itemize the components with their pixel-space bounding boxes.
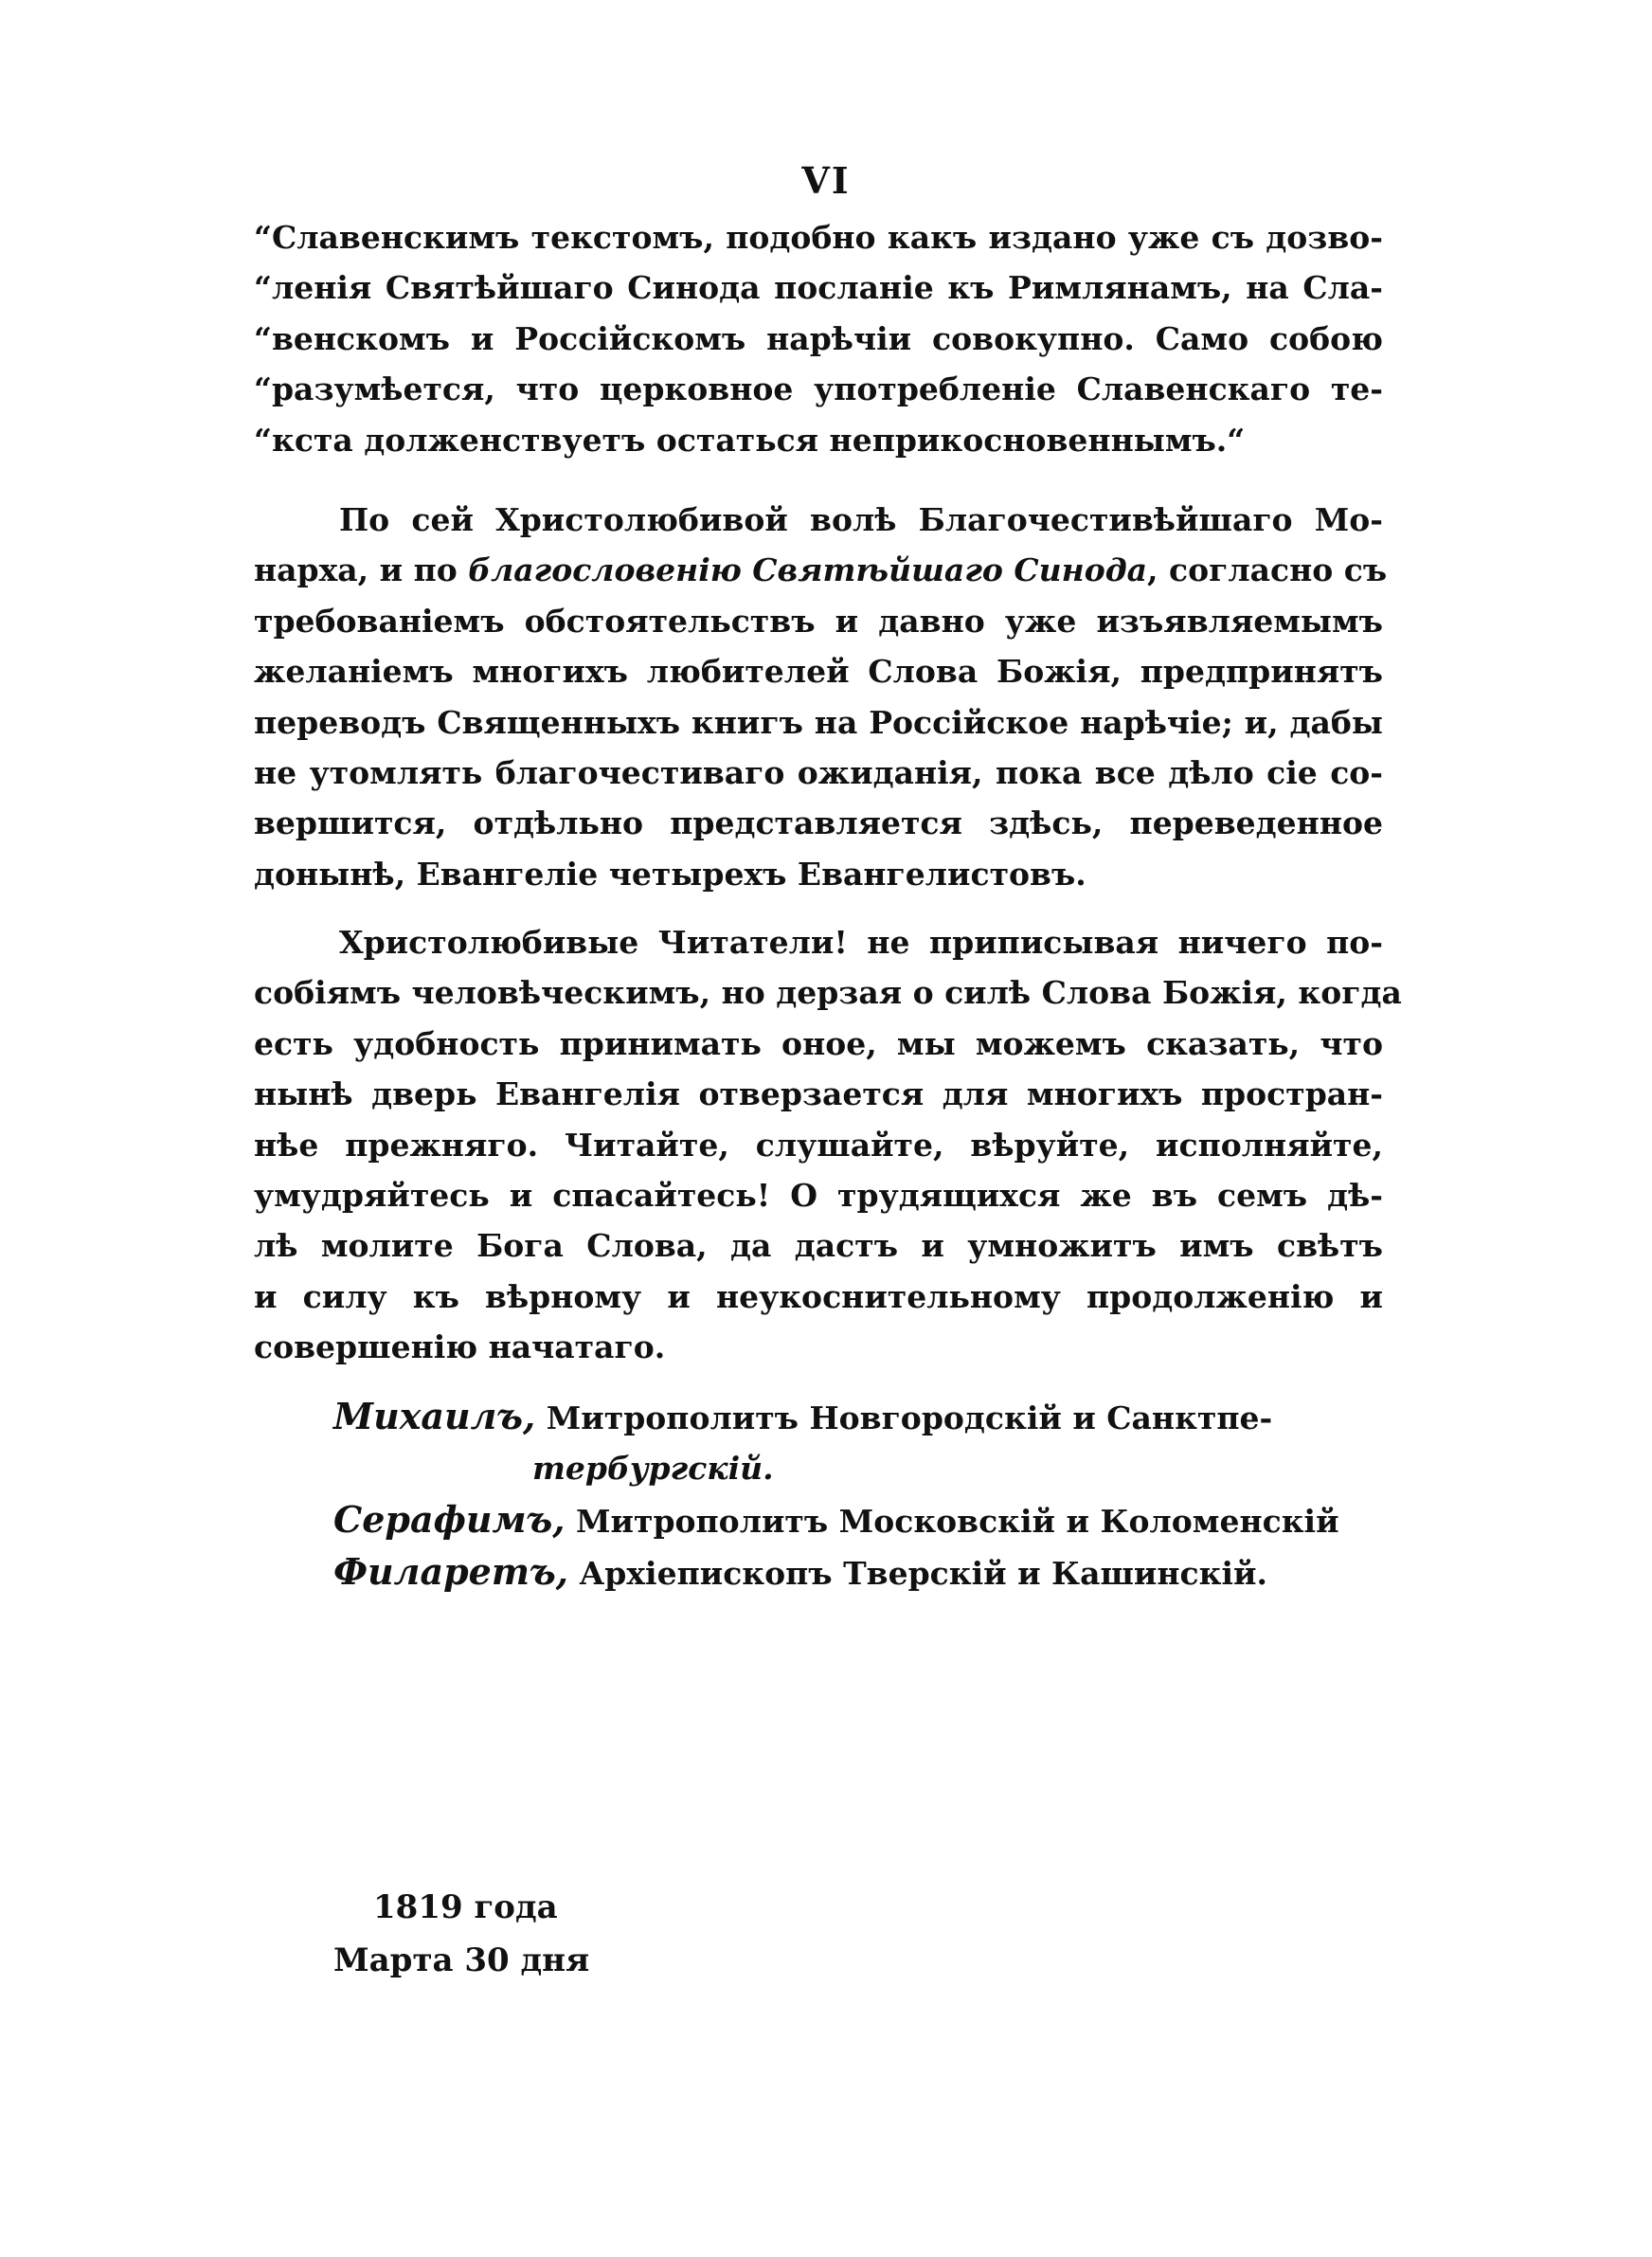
paragraph-line: Христолюбивые Читатели! не приписывая ничего по- xyxy=(339,924,1383,961)
signature-name: Михаилъ, xyxy=(333,1395,536,1437)
signature-title: Митрополитъ Новгородскій и Санктпе- xyxy=(535,1399,1273,1436)
quote-line: “кста долженствуетъ остаться неприкосновеннымъ.“ xyxy=(254,421,1246,459)
text-run: нарха, и по xyxy=(254,551,469,589)
date-block xyxy=(333,1881,589,1987)
paragraph-line: донынѣ, Евангеліе четырехъ Евангелистовъ. xyxy=(254,855,1086,893)
quote-line: “ленія Святѣйшаго Синода посланіе къ Римлянамъ, на Сла- xyxy=(254,269,1383,307)
quote-line: “венскомъ и Россійскомъ нарѣчіи совокупно. Само собою xyxy=(254,319,1383,357)
italic-text-run: благословенію Святѣйшаго Синода xyxy=(468,551,1148,589)
signatures-block xyxy=(333,1391,1383,1599)
paragraph-line: собіямъ человѣческимъ, но дерзая о силѣ Слова Божія, когда xyxy=(254,974,1402,1012)
paragraph-line: желаніемъ многихъ любителей Слова Божія, предпринятъ xyxy=(254,653,1383,691)
paragraph-line: вершится, отдѣльно представляется здѣсь, переведенное xyxy=(254,804,1383,842)
paragraph-line: нынѣ дверь Евангелія отверзается для многихъ простран- xyxy=(254,1075,1383,1113)
signature-title-continuation: тербургскій. xyxy=(532,1450,774,1488)
signature-michael xyxy=(333,1391,1383,1443)
paragraph-line: не утомлять благочестиваго ожиданія, пока все дѣло сіе со- xyxy=(254,754,1383,792)
date-day: Марта 30 дня xyxy=(333,1941,590,1979)
quote-line: “разумѣется, что церковное употребленіе Славенскаго те- xyxy=(254,370,1383,408)
signature-name: Серафимъ, xyxy=(333,1497,566,1541)
page-number: VI xyxy=(801,159,851,202)
signature-title: Митрополитъ Московскій и Коломенскій xyxy=(565,1502,1339,1540)
signature-name: Филаретъ, xyxy=(333,1550,568,1594)
paragraph-line: лѣ молите Бога Слова, да дастъ и умножитъ имъ свѣтъ xyxy=(254,1227,1383,1265)
paragraph-line: нѣе прежняго. Читайте, слушайте, вѣруйте, исполняйте, xyxy=(254,1126,1383,1164)
paragraph-line: переводъ Священныхъ книгъ на Россійское нарѣчіе; и, дабы xyxy=(254,703,1383,741)
text-run: , согласно съ xyxy=(1147,551,1388,589)
paragraph-line: умудряйтесь и спасайтесь! О трудящихся же въ семъ дѣ- xyxy=(254,1177,1383,1215)
paragraph-line xyxy=(254,545,1388,595)
paragraph-line: и силу къ вѣрному и неукоснительному продолженію и xyxy=(254,1277,1383,1315)
paragraph-line: требованіемъ обстоятельствъ и давно уже изъявляемымъ xyxy=(254,602,1383,640)
paragraph-1 xyxy=(254,495,1388,899)
signature-title: Архіепископъ Тверскій и Кашинскій. xyxy=(567,1555,1267,1593)
date-year: 1819 года xyxy=(373,1888,558,1926)
paragraph-line: совершенію начатаго. xyxy=(254,1328,666,1366)
quote-block xyxy=(254,212,1383,465)
paragraph-2 xyxy=(254,917,1402,1373)
quote-line: “Славенскимъ текстомъ, подобно какъ издано уже съ дозво- xyxy=(254,219,1383,256)
signature-philaret xyxy=(333,1546,1383,1598)
paragraph-line: есть удобность принимать оное, мы можемъ сказать, что xyxy=(254,1024,1383,1062)
signature-seraphim xyxy=(333,1494,1383,1546)
paragraph-line: По сей Христолюбивой волѣ Благочестивѣйшаго Мо- xyxy=(339,501,1383,538)
